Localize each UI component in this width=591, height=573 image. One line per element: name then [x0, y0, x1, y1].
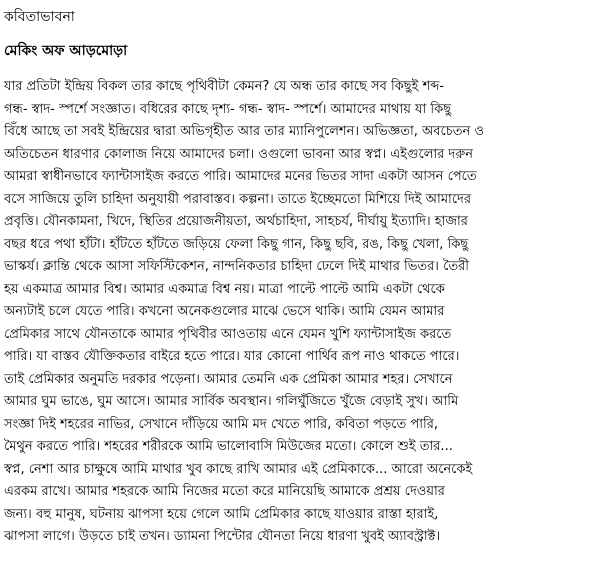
post-body-line: আমরা স্বাধীনভাবে ফ্যান্টাসাইজ করতে পারি। আমাদের মনের ভিতর সাদা একটা আসন পেতে — [4, 169, 477, 184]
post-body-line: তাই প্রেমিকার অনুমতি দরকার পড়েনা। আমার তেমনি এক প্রেমিকা আমার শহর। সেখানে — [4, 371, 453, 387]
post-body-line: প্রবৃত্তি। যৌনকামনা, খিদে, স্থিতির প্রয়োজনীয়তা, অর্থচাহিদা, সাহচর্য, দীর্ঘায়ু ইত্যাদি। হাজার — [4, 214, 468, 229]
post-body-line: সংজ্ঞা দিই শহরের নাভির, সেখানে দাঁড়িয়ে আমি মদ খেতে পারি, কবিতা পড়তে পারি, — [4, 416, 438, 432]
post-body-line: হয় একমাত্র আমার বিশ্ব। আমার একমাত্র বিশ্ব নয়। মাত্রা পাল্টে পাল্টে আমি একটা থেকে — [4, 281, 445, 297]
post-body-line: জন্য। বহু মানুষ, ঘটনায় ঝাপসা হয়ে গেলে আমি প্রেমিকার কাছে যাওয়ার রাস্তা হারাই, — [4, 506, 439, 522]
post-body-line: স্বপ্ন, নেশা আর চাক্ষুষে আমি মাথার খুব কাছে রাখি আমার এই প্রেমিকাকে... আরো অনেকেই — [4, 461, 473, 477]
post-body-line: এরকম রাখে। আমার শহরকে আমি নিজের মতো করে মানিয়েছি আমাকে প্রশ্রয় দেওয়ার — [4, 484, 445, 499]
post-body-line: আমার ঘুম ভাঙে, ঘুম আসে। আমার সার্বিক অবস্থান। গলিঘুঁজিতে খুঁজে বেড়াই সুখ। আমি — [4, 394, 459, 409]
post-body-line: অন্যটাই চলে যেতে পারি। কখনো অনেকগুলোর মাঝে ভেসে থাকি। আমি যেমন আমার — [4, 304, 445, 319]
post-body — [4, 76, 587, 549]
post-body-line: বছর ধরে পথা হাঁটা। হাঁটতে হাঁটতে জড়িয়ে ফেলা কিছু গান, কিছু ছবি, রঙ, কিছু খেলা, কিছু — [4, 236, 469, 252]
post-body-line: বসে সাজিয়ে তুলি চাহিদা অনুযায়ী পরাবাস্তব। কল্পনা। তাতে ইচ্ছেমতো মিশিয়ে দিই আমাদের — [4, 191, 472, 207]
post-body-line: ভাস্কর্য। ক্লান্তি থেকে আসা সফিস্টিকেশন, নান্দনিকতার চাহিদা ঢেলে দিই মাথার ভিতর। তৈরী — [4, 259, 469, 274]
post-body-line: ঝাপসা লাগে। উড়তে চাই তখন। ড্যামনা পিন্টোর যৌনতা নিয়ে ধারণা খুবই অ্যাবস্ট্রাক্ট। — [4, 529, 441, 544]
post-body-line: বিঁধে আছে তা সবই ইন্দ্রিয়ের দ্বারা অভিগৃহীত আর তার ম্যানিপুলেশন। অভিজ্ঞতা, অবচেতন ও — [4, 124, 484, 139]
post-body-line: যার প্রতিটা ইন্দ্রিয় বিকল তার কাছে পৃথিবীটা কেমন? যে অন্ধ তার কাছে সব কিছুই শব্দ- — [4, 79, 445, 94]
post-body-line: পারি। যা বাস্তব যৌক্তিকতার বাইরে হতে পারে। যার কোনো পার্থিব রূপ নাও থাকতে পারে। — [4, 349, 460, 364]
post-body-line: প্রেমিকার সাথে যৌনতাকে আমার পৃথিবীর আওতায় এনে যেমন খুশি ফ্যান্টাসাইজ করতে — [4, 326, 452, 342]
post-body-line: মৈথুন করতে পারি। শহরের শরীরকে আমি ভালোবাসি মিউজের মতো। কোলে শুই তার... — [4, 439, 453, 454]
post-body-line: অতিচেতন ধারণার কোলাজ নিয়ে আমাদের চলা। ওগুলো ভাবনা আর স্বপ্ন। এইগুলোর দরুন — [4, 146, 473, 162]
blog-title: কবিতাভাবনা — [4, 9, 75, 25]
post-body-line: গন্ধ- স্বাদ- স্পর্শে সংজ্ঞাত। বধিরের কাছে দৃশ্য- গন্ধ- স্বাদ- স্পর্শে। আমাদের মাথায় যা কিছু — [4, 101, 452, 117]
post-title: মেকিং অফ আড়মোড়া — [4, 43, 128, 59]
